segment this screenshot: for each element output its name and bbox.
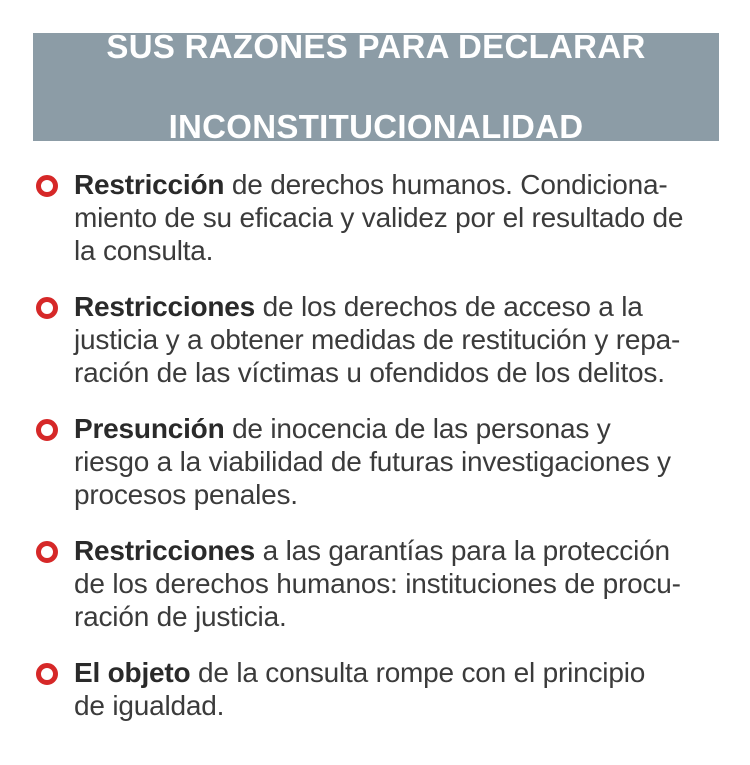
list-item xyxy=(36,290,726,389)
item-line: ración de las víctimas u ofendidos de los delitos. xyxy=(74,357,665,388)
item-line: procesos penales. xyxy=(74,479,298,510)
item-text: de inocencia de las personas y xyxy=(224,413,611,444)
circle-bullet-icon xyxy=(36,297,58,319)
header-banner xyxy=(33,28,719,145)
item-line: ración de justicia. xyxy=(74,601,287,632)
circle-bullet-icon xyxy=(36,419,58,441)
item-line xyxy=(74,290,726,323)
circle-bullet-icon xyxy=(36,175,58,197)
item-lead: El objeto xyxy=(74,657,191,688)
item-line: de los derechos humanos: instituciones de procu- xyxy=(74,568,681,599)
item-lead: Restricciones xyxy=(74,535,256,566)
list-item xyxy=(36,412,726,511)
item-lead: Restricciones xyxy=(74,291,256,322)
item-line: la consulta. xyxy=(74,235,214,266)
item-text: a las garantías para la protección xyxy=(255,535,670,566)
item-line xyxy=(74,412,726,445)
item-line: miento de su eficacia y validez por el resultado de xyxy=(74,202,684,233)
item-line xyxy=(74,168,726,201)
item-line xyxy=(74,534,726,567)
list-item xyxy=(36,656,726,722)
list-item xyxy=(36,168,726,267)
reasons-list xyxy=(36,168,726,745)
title-line-1: SUS RAZONES PARA DECLARAR xyxy=(106,28,646,65)
item-line xyxy=(74,656,726,689)
item-line: de igualdad. xyxy=(74,690,225,721)
item-text: de los derechos de acceso a la xyxy=(255,291,643,322)
item-line: justicia y a obtener medidas de restitución y repa- xyxy=(74,324,681,355)
page-title xyxy=(106,0,645,187)
item-text: de la consulta rompe con el principio xyxy=(190,657,646,688)
item-lead: Restricción xyxy=(74,169,225,200)
item-line: riesgo a la viabilidad de futuras investigaciones y xyxy=(74,446,671,477)
circle-bullet-icon xyxy=(36,663,58,685)
item-lead: Presunción xyxy=(74,413,225,444)
item-text: de derechos humanos. Condiciona- xyxy=(224,169,668,200)
title-line-2: INCONSTITUCIONALIDAD xyxy=(168,108,584,145)
list-item xyxy=(36,534,726,633)
circle-bullet-icon xyxy=(36,541,58,563)
